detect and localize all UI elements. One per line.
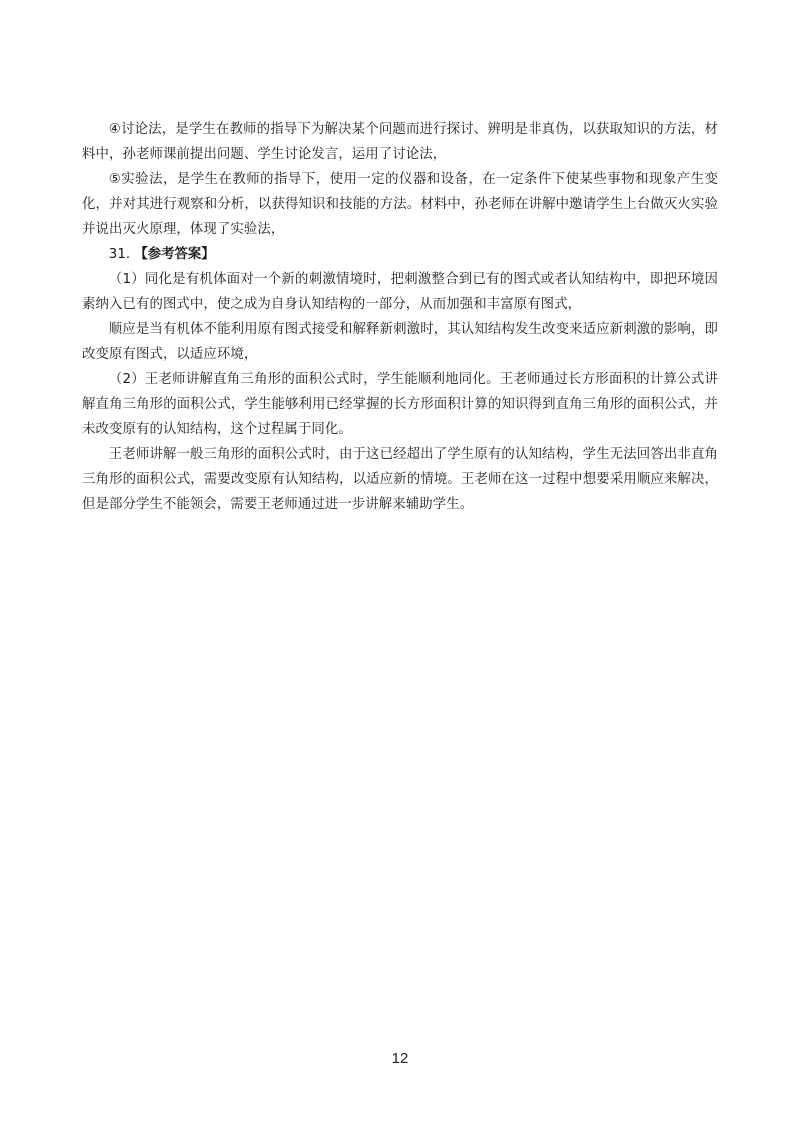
- paragraph-discussion-method: ④讨论法，是学生在教师的指导下为解决某个问题而进行探讨、辨明是非真伪，以获取知识的方法，材料中，孙老师课前提出问题、学生讨论发言，运用了讨论法，: [82, 122, 718, 162]
- paragraph-accommodation: 顺应是当有机体不能利用原有图式接受和解释新刺激时，其认知结构发生改变来适应新刺激的影响，即改变原有图式，以适应环境，: [82, 322, 718, 362]
- question-heading: [82, 242, 718, 267]
- question-number: 31.: [108, 247, 131, 262]
- paragraph-right-triangle: （2）王老师讲解直角三角形的面积公式时，学生能顺利地同化。王老师通过长方形面积的计算公式讲解直角三角形的面积公式，学生能够利用已经掌握的长方形面积计算的知识得到直角三角形的面积公式，并未改变原有的认知结构，这个过程属于同化。: [82, 372, 718, 437]
- paragraph-general-triangle: 王老师讲解一般三角形的面积公式时，由于这已经超出了学生原有的认知结构，学生无法回答出非直角三角形的面积公式，需要改变原有认知结构，以适应新的情境。王老师在这一过程中想要采用顺应来解决，但是部分学生不能领会，需要王老师通过进一步讲解来辅助学生。: [82, 447, 718, 512]
- page-content: [82, 117, 718, 517]
- page-number: 12: [391, 1050, 409, 1067]
- answer-label: 【参考答案】: [134, 247, 215, 262]
- paragraph-assimilation: （1）同化是有机体面对一个新的刺激情境时，把刺激整合到已有的图式或者认知结构中，即把环境因素纳入已有的图式中，使之成为自身认知结构的一部分，从而加强和丰富原有图式，: [82, 272, 718, 312]
- paragraph-experiment-method: ⑤实验法，是学生在教师的指导下，使用一定的仪器和设备，在一定条件下使某些事物和现象产生变化，并对其进行观察和分析，以获得知识和技能的方法。材料中，孙老师在讲解中邀请学生上台做灭火实验并说出灭火原理，体现了实验法，: [82, 172, 718, 237]
